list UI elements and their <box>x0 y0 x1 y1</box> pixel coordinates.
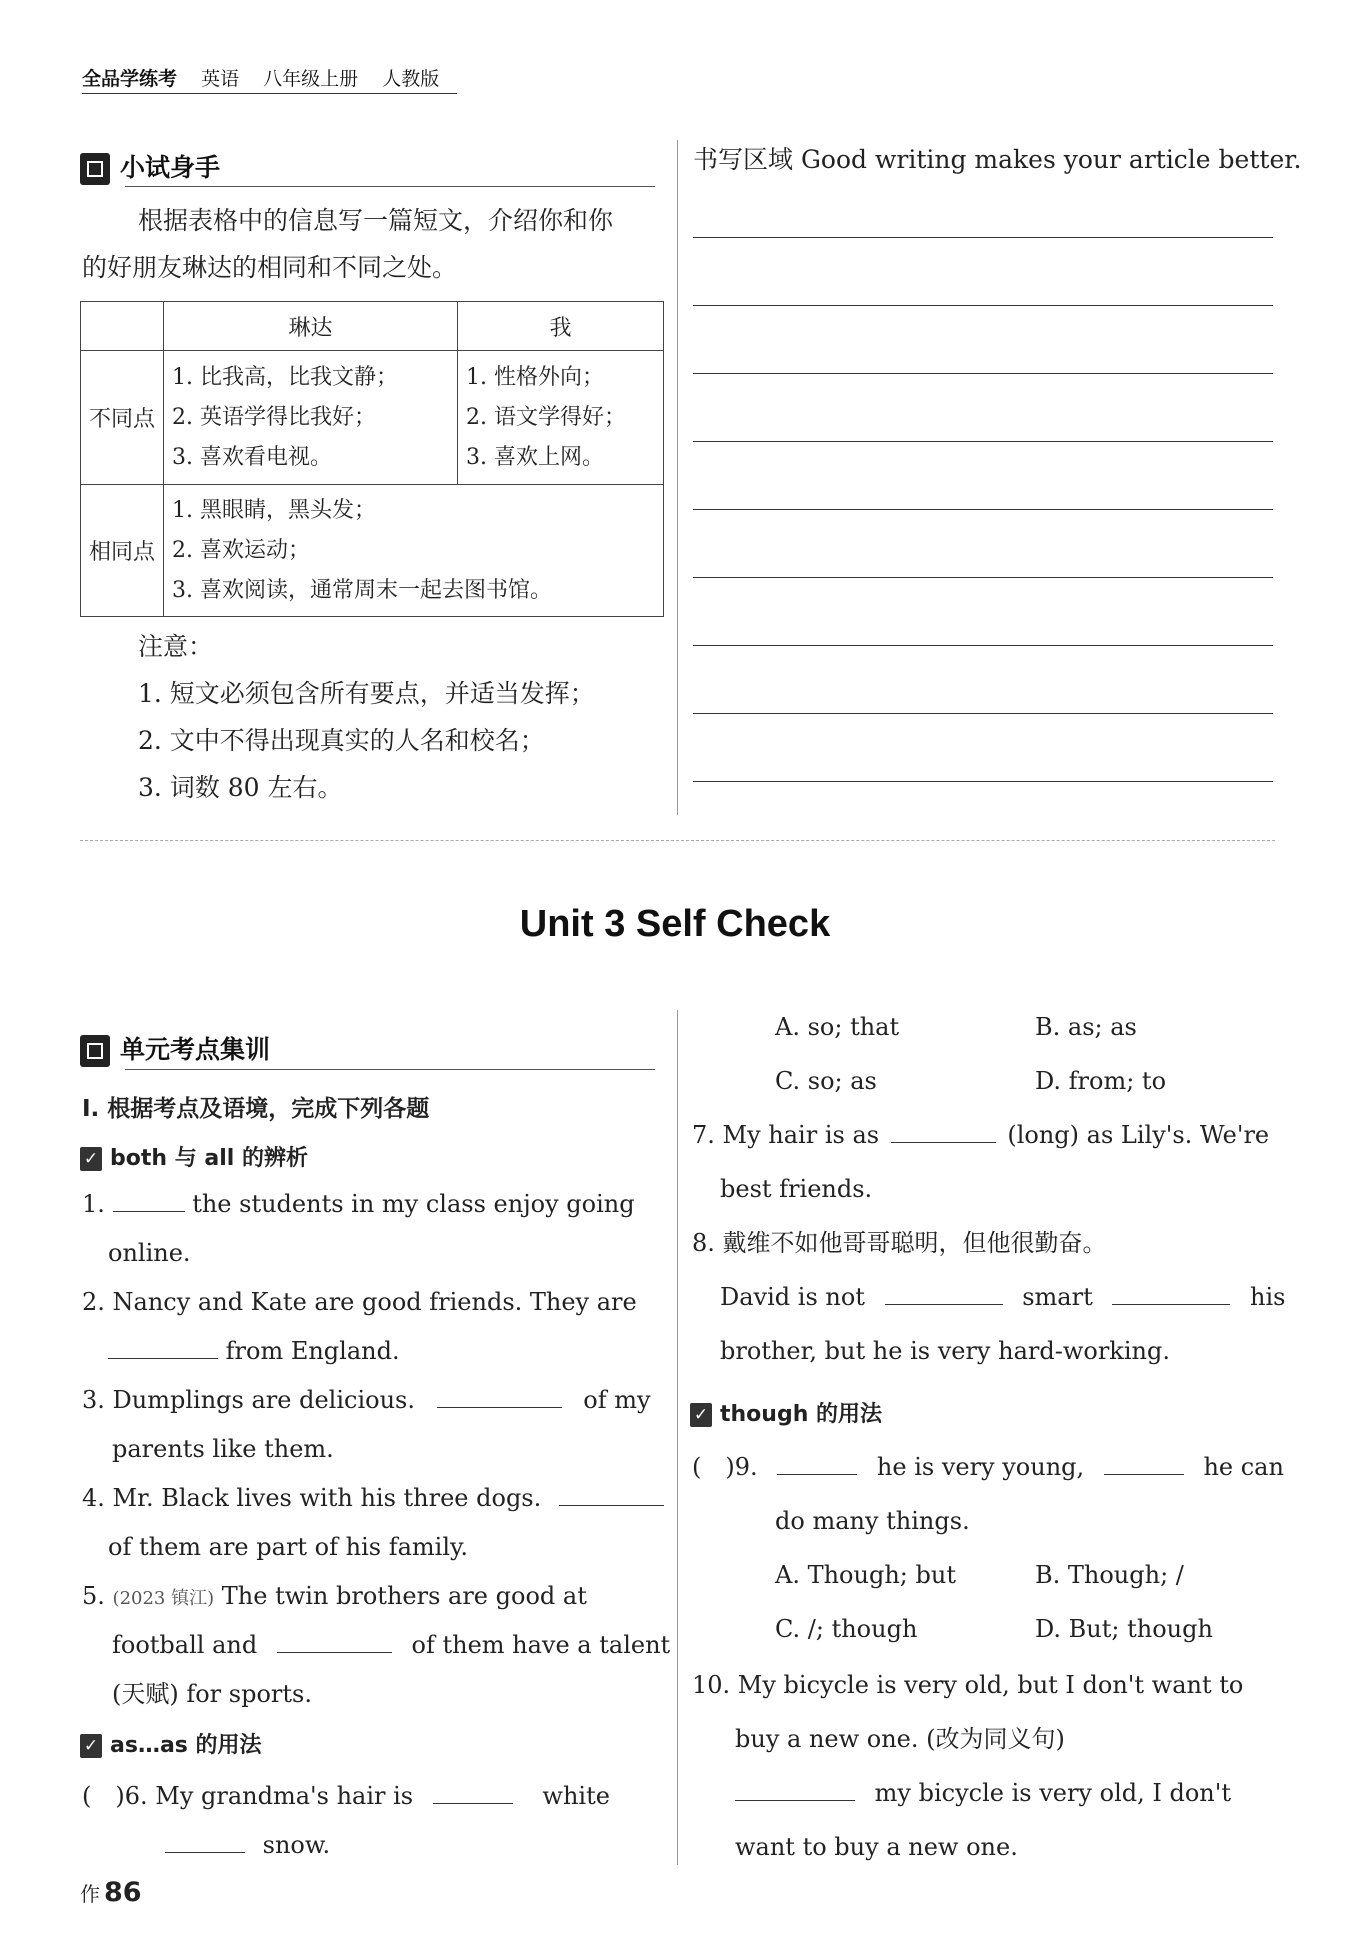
same-cell <box>164 485 664 617</box>
q6-option-b[interactable]: B. as; as <box>1035 1013 1137 1041</box>
me-diff-item: 3. 喜欢上网。 <box>466 444 604 470</box>
question-9 <box>692 1443 1284 1492</box>
row-same-label: 相同点 <box>81 485 164 617</box>
q9-option-c[interactable]: C. /; though <box>775 1615 918 1643</box>
q5-source: (2023 镇江) <box>112 1588 215 1609</box>
answer-blank[interactable] <box>277 1630 392 1653</box>
topic-label: both 与 all 的辨析 <box>110 1146 308 1171</box>
q10-text: my bicycle is very old, I don't <box>874 1779 1231 1807</box>
answer-blank[interactable] <box>437 1385 562 1408</box>
writing-line[interactable] <box>693 441 1273 442</box>
question-7 <box>692 1111 1269 1160</box>
q8-text2: smart <box>1022 1283 1093 1311</box>
q7-text2: (long) as Lily's. We're <box>1007 1121 1270 1149</box>
writing-line[interactable] <box>693 645 1273 646</box>
q9-num: ( )9. <box>692 1453 758 1481</box>
section-divider <box>80 840 1275 841</box>
note-item: 1. 短文必须包含所有要点，并适当发挥； <box>138 679 595 708</box>
q8-text3: his <box>1250 1283 1286 1311</box>
q7-cont: best friends. <box>720 1175 873 1203</box>
me-diff-item: 1. 性格外向； <box>466 364 604 390</box>
q5-text3: of them have a talent <box>411 1631 671 1659</box>
unit-section-rule <box>125 1069 655 1070</box>
q10-cont: want to buy a new one. <box>735 1833 1018 1861</box>
practice-title: 小试身手 <box>120 153 221 182</box>
q10-line2: buy a new one. (改为同义句) <box>735 1725 1065 1753</box>
q9-cont: do many things. <box>775 1507 970 1535</box>
check-icon: ✓ <box>80 1734 102 1758</box>
q6-option-c[interactable]: C. so; as <box>775 1067 877 1095</box>
practice-intro-1: 根据表格中的信息写一篇短文，介绍你和你 <box>138 206 614 235</box>
brand: 全品学练考 <box>82 68 178 90</box>
writing-line[interactable] <box>693 509 1273 510</box>
writing-label: 书写区域 Good writing makes your article better. <box>693 145 1302 174</box>
column-divider-top <box>677 140 678 815</box>
q6-text2: white <box>542 1782 610 1810</box>
q5-text: The twin brothers are good at <box>221 1582 587 1610</box>
q9-text2: he can <box>1203 1453 1284 1481</box>
running-header <box>82 64 457 91</box>
answer-blank[interactable] <box>735 1778 855 1801</box>
question-1 <box>82 1180 635 1229</box>
unit-section-heading <box>80 1030 270 1067</box>
topic-though <box>690 1397 882 1428</box>
q1-text: the students in my class enjoy going <box>192 1190 635 1218</box>
q9-text: he is very young, <box>876 1453 1085 1481</box>
same-item: 2. 喜欢运动； <box>172 537 310 563</box>
q6-option-d[interactable]: D. from; to <box>1035 1067 1167 1095</box>
info-table <box>80 301 664 617</box>
me-diff-cell <box>458 351 664 485</box>
answer-blank[interactable] <box>113 1189 185 1212</box>
question-10: 10. My bicycle is very old, but I don't want to <box>692 1671 1244 1699</box>
q2-text: from England. <box>225 1337 400 1365</box>
linda-diff-cell <box>164 351 458 485</box>
note-item: 2. 文中不得出现真实的人名和校名； <box>138 726 545 755</box>
answer-blank[interactable] <box>891 1120 996 1143</box>
topic-label: though 的用法 <box>720 1402 883 1427</box>
q3-cont: parents like them. <box>112 1435 334 1463</box>
q1-cont: online. <box>108 1239 191 1267</box>
section-book-icon <box>80 153 110 185</box>
linda-diff-item: 1. 比我高，比我文静； <box>172 364 398 390</box>
page-footer <box>80 1877 142 1908</box>
page-number: 86 <box>104 1877 142 1908</box>
answer-blank[interactable] <box>1104 1452 1184 1475</box>
question-4 <box>82 1474 664 1523</box>
q6-cont <box>165 1821 330 1870</box>
notes-title: 注意： <box>138 632 214 661</box>
q8-cont: brother, but he is very hard-working. <box>720 1337 1170 1365</box>
writing-line[interactable] <box>693 237 1273 238</box>
subject: 英语 <box>201 68 240 90</box>
same-item: 1. 黑眼睛，黑头发； <box>172 497 376 523</box>
topic-both-all <box>80 1141 308 1172</box>
q4-text: 4. Mr. Black lives with his three dogs. <box>82 1484 542 1512</box>
practice-heading <box>80 148 220 185</box>
q5-text2: football and <box>112 1631 258 1659</box>
q3-text: 3. Dumplings are delicious. <box>82 1386 415 1414</box>
question-3 <box>82 1376 651 1425</box>
check-icon: ✓ <box>690 1403 712 1427</box>
column-divider-bottom <box>677 1010 678 1865</box>
answer-blank[interactable] <box>885 1282 1003 1305</box>
question-2: 2. Nancy and Kate are good friends. They are <box>82 1288 637 1316</box>
q6-option-a[interactable]: A. so; that <box>775 1013 900 1041</box>
col-linda: 琳达 <box>164 302 458 351</box>
q5-num: 5. <box>82 1582 105 1610</box>
same-item: 3. 喜欢阅读，通常周末一起去图书馆。 <box>172 577 552 603</box>
q10-line3 <box>735 1769 1231 1818</box>
answer-blank[interactable] <box>433 1781 513 1804</box>
table-corner <box>81 302 164 351</box>
answer-blank[interactable] <box>777 1452 857 1475</box>
writing-line[interactable] <box>693 713 1273 714</box>
grade: 八年级上册 <box>263 68 359 90</box>
q4-cont: of them are part of his family. <box>108 1533 469 1561</box>
writing-line[interactable] <box>693 577 1273 578</box>
question-5 <box>82 1572 587 1623</box>
check-icon: ✓ <box>80 1147 102 1171</box>
q9-option-d[interactable]: D. But; though <box>1035 1615 1213 1643</box>
topic-label: as…as 的用法 <box>110 1733 262 1758</box>
row-diff-label: 不同点 <box>81 351 164 485</box>
q5-line2 <box>112 1621 670 1670</box>
q6-text3: snow. <box>262 1831 331 1859</box>
q9-option-a[interactable]: A. Though; but <box>775 1561 956 1589</box>
q8-line2 <box>720 1273 1285 1322</box>
answer-blank[interactable] <box>559 1483 664 1506</box>
practice-rule <box>125 186 655 187</box>
writing-line[interactable] <box>693 373 1273 374</box>
note-item: 3. 词数 80 左右。 <box>138 773 343 802</box>
answer-blank[interactable] <box>108 1336 218 1359</box>
question-6 <box>82 1772 610 1821</box>
unit-section-title: 单元考点集训 <box>120 1035 271 1064</box>
part-heading: Ⅰ. 根据考点及语境，完成下列各题 <box>82 1096 430 1122</box>
section-book-icon <box>80 1035 110 1067</box>
q6-text: ( )6. My grandma's hair is <box>82 1782 414 1810</box>
q2-cont <box>108 1327 400 1376</box>
q3-text2: of my <box>583 1386 651 1414</box>
q9-option-b[interactable]: B. Though; / <box>1035 1561 1184 1589</box>
topic-as-as <box>80 1728 262 1759</box>
linda-diff-item: 2. 英语学得比我好； <box>172 404 376 430</box>
me-diff-item: 2. 语文学得好； <box>466 404 626 430</box>
col-me: 我 <box>458 302 664 351</box>
q8-text: David is not <box>720 1283 865 1311</box>
answer-blank[interactable] <box>165 1830 245 1853</box>
q5-cont: (天赋) for sports. <box>112 1680 312 1708</box>
question-8: 8. 戴维不如他哥哥聪明，但他很勤奋。 <box>692 1229 1107 1257</box>
linda-diff-item: 3. 喜欢看电视。 <box>172 444 332 470</box>
header-underline <box>82 93 457 94</box>
q7-text: 7. My hair is as <box>692 1121 880 1149</box>
footer-prefix: 作 <box>80 1882 100 1906</box>
edition: 人教版 <box>382 68 440 90</box>
q1-num: 1. <box>82 1190 105 1218</box>
writing-line[interactable] <box>693 305 1273 306</box>
answer-blank[interactable] <box>1112 1282 1230 1305</box>
unit-title: Unit 3 Self Check <box>519 903 831 945</box>
practice-intro-2: 的好朋友琳达的相同和不同之处。 <box>82 253 458 282</box>
writing-line[interactable] <box>693 781 1273 782</box>
